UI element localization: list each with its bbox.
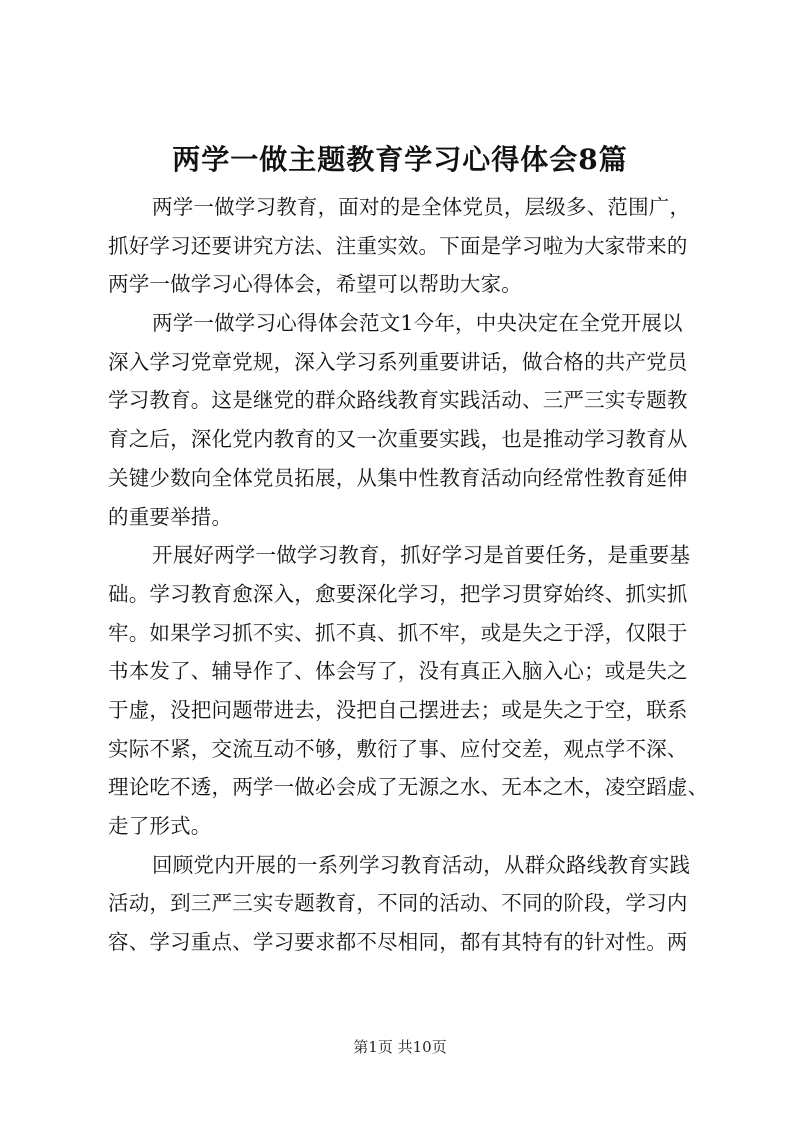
text-line: 深入学习党章党规，深入学习系列重要讲话，做合格的共产党员 [108,349,688,374]
paragraph [108,188,708,304]
text-line: 育之后，深化党内教育的又一次重要实践，也是推动学习教育从 [108,427,688,452]
text-line: 理论吃不透，两学一做必会成了无源之水、无本之木，凌空蹈虚、 [108,775,709,800]
text-line: 于虚，没把问题带进去，没把自己摆进去；或是失之于空，联系 [108,697,688,722]
text-line: 容、学习重点、学习要求都不尽相同，都有其特有的针对性。两 [108,930,688,955]
paragraph [108,846,708,962]
text-line: 回顾党内开展的一系列学习教育活动，从群众路线教育实践 [152,852,691,877]
text-line: 两学一做学习教育，面对的是全体党员，层级多、范围广， [152,195,691,219]
document-body [108,188,708,962]
text-line: 走了形式。 [108,814,212,838]
page-footer: 第1页 共10页 [353,1038,447,1056]
text-line: 抓好学习还要讲究方法、注重实效。下面是学习啦为大家带来的 [108,233,688,258]
text-line: 关键少数向全体党员拓展，从集中性教育活动向经常性教育延伸 [108,465,688,490]
text-line: 两学一做学习心得体会范文1今年，中央决定在全党开展以 [152,311,683,336]
text-line: 的重要举措。 [108,504,233,529]
text-line: 实际不紧，交流互动不够，敷衍了事、应付交差，观点学不深、 [108,736,688,761]
text-line: 两学一做学习心得体会，希望可以帮助大家。 [108,272,522,297]
text-line: 活动，到三严三实专题教育，不同的活动、不同的阶段，学习内 [108,891,688,916]
document-title: 两学一做主题教育学习心得体会8篇 [172,143,628,176]
text-line: 书本发了、辅导作了、体会写了，没有真正入脑入心；或是失之 [108,659,688,684]
paragraph [108,536,708,846]
text-line: 学习教育。这是继党的群众路线教育实践活动、三严三实专题教 [108,388,688,413]
text-line: 开展好两学一做学习教育，抓好学习是首要任务，是重要基 [152,543,691,568]
text-line: 础。学习教育愈深入，愈要深化学习，把学习贯穿始终、抓实抓 [108,581,688,606]
paragraph [108,304,708,536]
text-line: 牢。如果学习抓不实、抓不真、抓不牢，或是失之于浮，仅限于 [108,620,688,645]
